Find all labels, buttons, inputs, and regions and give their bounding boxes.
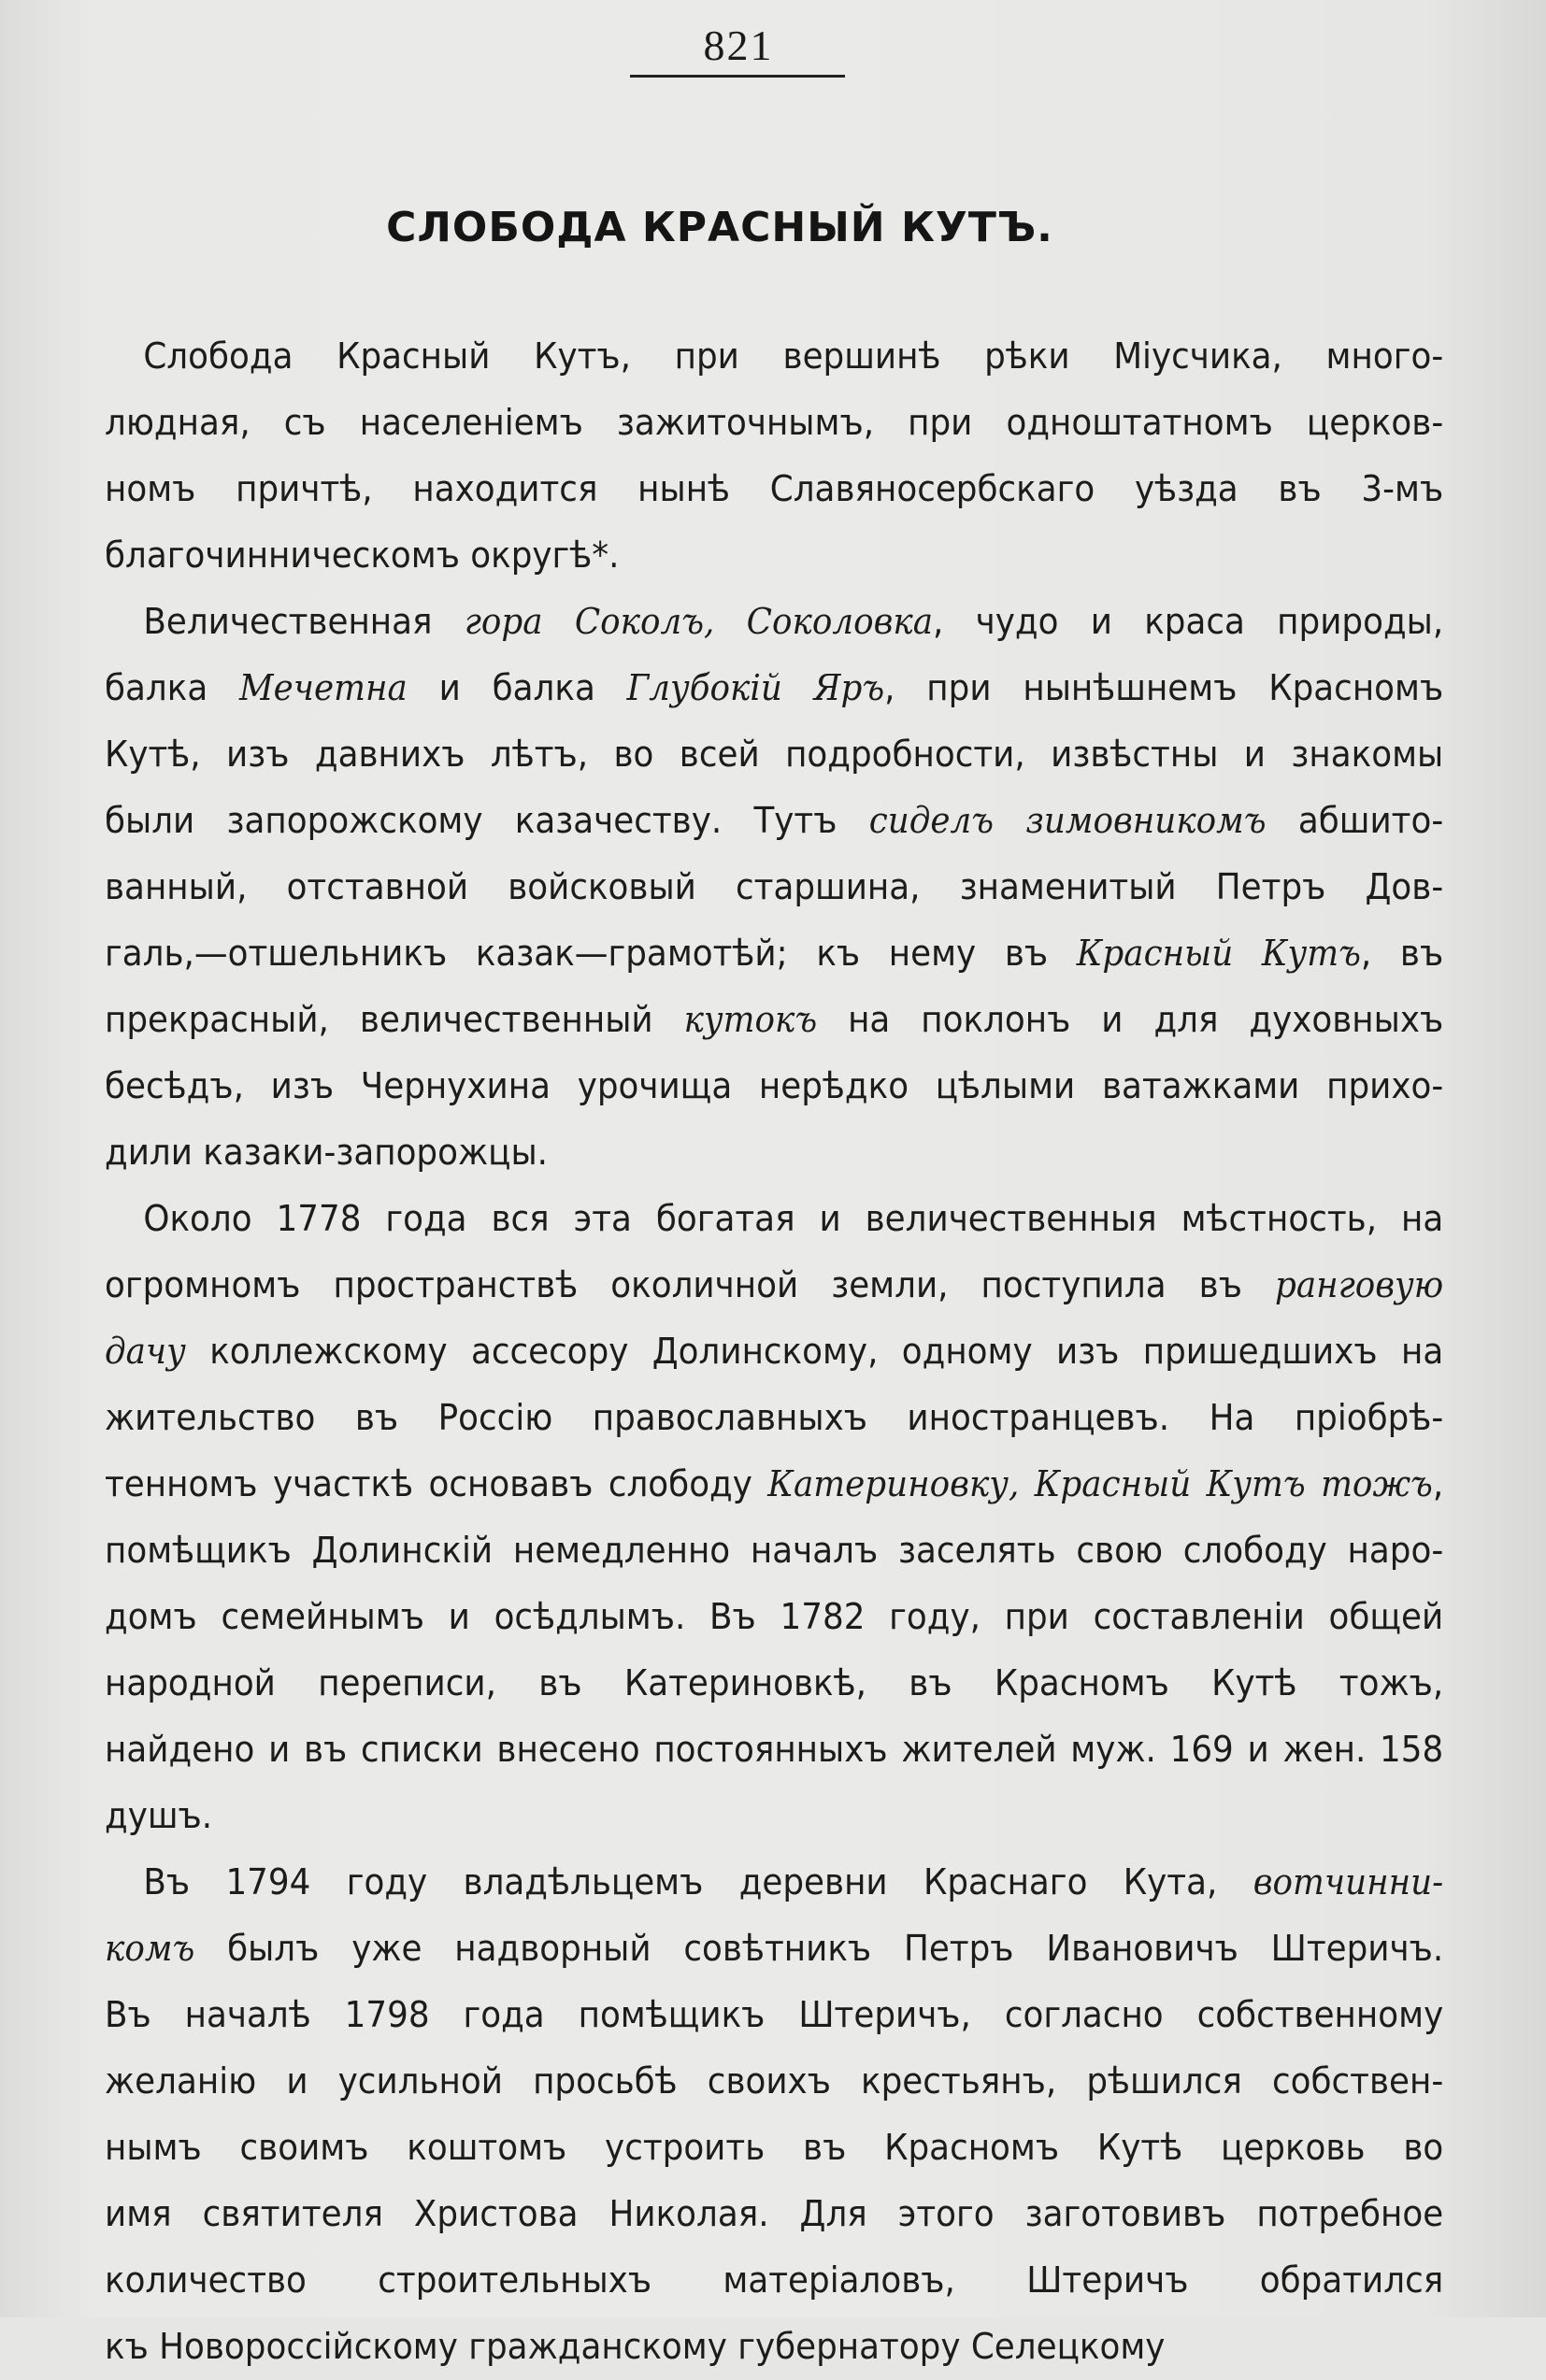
text-segment: коллежскому ассесору Долинскому, одному изъ пришедшихъ на (185, 1331, 1444, 1372)
text-line (105, 1650, 1443, 1717)
text-segment: благочинническомъ округѣ*. (105, 534, 620, 576)
text-line (105, 1451, 1443, 1518)
text-segment: количество строительныхъ матеріаловъ, Штеричъ обратился (105, 2259, 1444, 2301)
italic-text: дачу (105, 1331, 186, 1372)
italic-text: Мечетна (239, 667, 408, 708)
body-text (105, 323, 1443, 2380)
text-segment: , при нынѣшнемъ Красномъ (884, 667, 1444, 708)
text-segment: абшито- (1266, 800, 1444, 841)
text-line (105, 1783, 1443, 1849)
text-line (105, 1849, 1443, 1916)
text-segment: Около 1778 года вся эта богатая и величественныя мѣстность, на (143, 1198, 1444, 1239)
text-line (105, 456, 1443, 522)
text-segment: къ Новороссійскому гражданскому губернатору Селецкому (105, 2326, 1166, 2367)
text-segment: , (1432, 1463, 1444, 1504)
text-line (105, 589, 1443, 655)
text-line (105, 920, 1443, 987)
text-line (105, 1385, 1443, 1451)
text-segment: бесѣдъ, изъ Чернухина урочища нерѣдко цѣлыми ватажками прихо- (105, 1065, 1444, 1106)
page-number: 821 (703, 21, 774, 69)
text-segment: дили казаки-запорожцы. (105, 1132, 549, 1173)
text-segment: найдено и въ списки внесено постоянныхъ жителей муж. 169 и жен. 158 (105, 1729, 1444, 1770)
text-line (105, 1318, 1443, 1385)
text-line (105, 655, 1443, 721)
section-heading: СЛОБОДА КРАСНЫЙ КУТЪ. (386, 204, 1053, 251)
text-segment: Величественная (143, 601, 465, 642)
text-line (105, 2115, 1443, 2181)
text-segment: нымъ своимъ коштомъ устроить въ Красномъ Кутѣ церковь во (105, 2127, 1444, 2168)
text-line (105, 1982, 1443, 2048)
text-line (105, 1186, 1443, 1252)
text-line (105, 2314, 1443, 2380)
text-line (105, 1717, 1443, 1783)
text-line (105, 2247, 1443, 2314)
text-segment: домъ семейнымъ и осѣдлымъ. Въ 1782 году, при составленіи общей (105, 1596, 1444, 1637)
italic-text: кутокъ (683, 999, 818, 1040)
text-segment: на поклонъ и для духовныхъ (817, 999, 1444, 1040)
text-segment: Въ началѣ 1798 года помѣщикъ Штеричъ, согласно собственному (105, 1994, 1444, 2035)
text-segment: Слобода Красный Кутъ, при вершинѣ рѣки Міусчика, много- (143, 335, 1444, 377)
text-segment: галь,—отшельникъ казак—грамотѣй; къ нему въ (105, 933, 1077, 974)
text-segment: прекрасный, величественный (105, 999, 684, 1040)
italic-text: Глубокій Яръ (626, 667, 885, 708)
text-line (105, 1584, 1443, 1650)
text-line (105, 522, 1443, 589)
text-segment: , въ (1360, 933, 1444, 974)
text-line (105, 788, 1443, 854)
text-segment: Въ 1794 году владѣльцемъ деревни Краснаго Кута, (143, 1861, 1253, 1903)
text-line (105, 1916, 1443, 1982)
italic-text: Катериновку, Красный Кутъ тожъ (767, 1463, 1433, 1504)
text-segment: ванный, отставной войсковый старшина, знаменитый Петръ Дов- (105, 866, 1444, 907)
text-segment: помѣщикъ Долинскій немедленно началъ заселять свою слободу наро- (105, 1530, 1444, 1571)
text-segment: имя святителя Христова Николая. Для этого заготовивъ потребное (105, 2193, 1444, 2234)
text-line (105, 1119, 1443, 1186)
text-segment: балка (105, 667, 240, 708)
italic-text: комъ (105, 1928, 195, 1969)
text-segment: народной переписи, въ Катериновкѣ, въ Красномъ Кутѣ тожъ, (105, 1662, 1444, 1703)
text-segment: людная, съ населеніемъ зажиточнымъ, при одноштатномъ церков- (105, 402, 1444, 443)
text-segment: Кутѣ, изъ давнихъ лѣтъ, во всей подробности, извѣстны и знакомы (105, 734, 1444, 775)
text-segment: огромномъ пространствѣ околичной земли, поступила въ (105, 1264, 1276, 1305)
text-segment: и балка (407, 667, 627, 708)
text-line (105, 2181, 1443, 2247)
text-segment: были запорожскому казачеству. Тутъ (105, 800, 869, 841)
text-line (105, 1518, 1443, 1584)
italic-text: сиделъ зимовникомъ (868, 800, 1267, 841)
text-segment: жительство въ Россію православныхъ иностранцевъ. На пріобрѣ- (105, 1397, 1444, 1438)
text-line (105, 2048, 1443, 2115)
text-segment: , чудо и краса природы, (933, 601, 1444, 642)
text-line (105, 987, 1443, 1053)
italic-text: вотчинни- (1253, 1861, 1444, 1903)
text-segment: душъ. (105, 1795, 213, 1836)
text-line (105, 390, 1443, 456)
page-number-rule (630, 75, 845, 78)
text-line (105, 854, 1443, 920)
text-line (105, 1252, 1443, 1318)
text-line (105, 721, 1443, 788)
text-line (105, 1053, 1443, 1119)
text-segment: былъ уже надворный совѣтникъ Петръ Ивановичъ Штеричъ. (194, 1928, 1444, 1969)
text-segment: желанію и усильной просьбѣ своихъ крестьянъ, рѣшился собствен- (105, 2060, 1444, 2102)
text-segment: номъ причтѣ, находится нынѣ Славяносербскаго уѣзда въ 3-мъ (105, 468, 1444, 509)
text-segment: тенномъ участкѣ основавъ слободу (105, 1463, 768, 1504)
italic-text: гора Соколъ, Соколовка (464, 601, 934, 642)
text-line (105, 323, 1443, 390)
italic-text: Красный Кутъ (1076, 933, 1361, 974)
italic-text: ранговую (1275, 1264, 1444, 1305)
